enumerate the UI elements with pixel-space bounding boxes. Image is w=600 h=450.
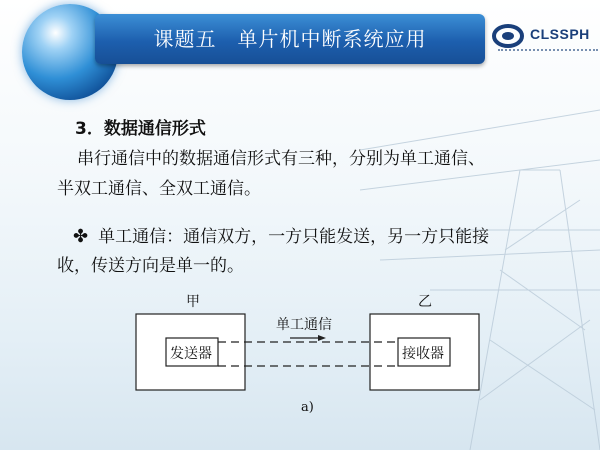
paragraph-2-line-2: 收，传送方向是单一的。	[57, 256, 244, 276]
receiver-label: 接收器	[402, 346, 444, 362]
section-heading: 3．数据通信形式	[75, 119, 206, 139]
publisher-logo-text: CLSSPH	[530, 26, 590, 42]
slide-title: 课题五 单片机中断系统应用	[153, 27, 427, 51]
sender-label: 发送器	[170, 346, 212, 362]
paragraph-2-text: 单工通信：通信双方，一方只能发送，另一方只能接	[98, 227, 490, 247]
channel-label: 单工通信	[276, 317, 332, 333]
direction-arrow-icon	[318, 335, 326, 341]
bullet-clover-icon: ✤	[73, 226, 89, 247]
party-a-label: 甲	[186, 294, 200, 310]
paragraph-1-line-1: 串行通信中的数据通信形式有三种，分别为单工通信、	[77, 149, 485, 169]
diagram-caption: a)	[301, 400, 314, 415]
party-b-label: 乙	[418, 294, 432, 310]
paragraph-1-line-2: 半双工通信、全双工通信。	[57, 179, 261, 199]
